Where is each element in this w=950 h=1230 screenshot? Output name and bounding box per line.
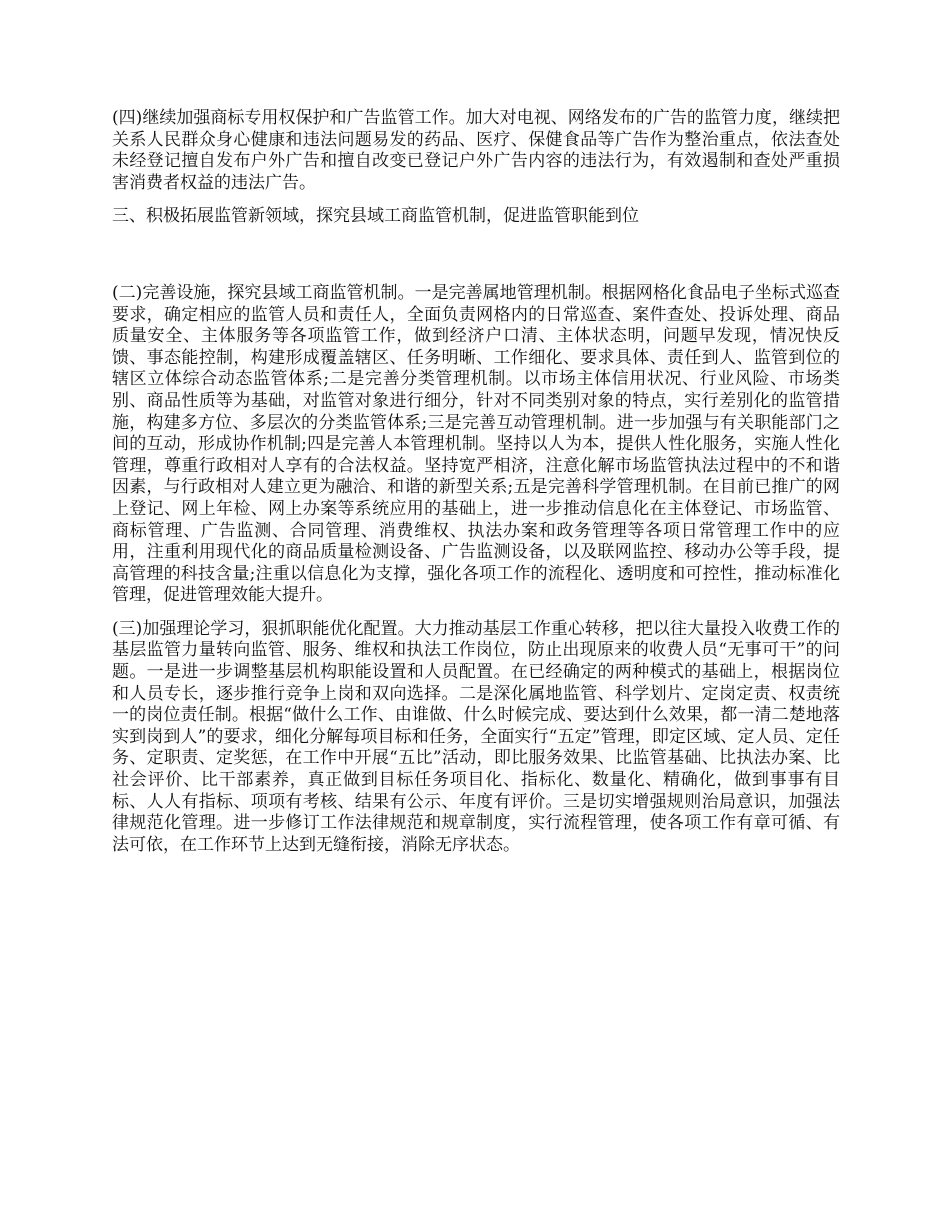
section-heading-three: 三、积极拓展监管新领域，探究县域工商监管机制，促进监管职能到位 xyxy=(112,206,639,227)
paragraph-trademark-advertising: (四)继续加强商标专用权保护和广告监管工作。加大对电视、网络发布的广告的监管力度，继续把关系人民群众身心健康和违法问题易发的药品、医疗、保健食品等广告作为整治重点，依法查处未经登记擅自发布户外广告和擅自改变已登记户外广告内容的违法行为，有效遏制和查处严重损害消费者权益的违法广告。 xyxy=(112,108,840,193)
blank-gap xyxy=(112,228,840,283)
paragraph-theory-study-optimization: (三)加强理论学习，狠抓职能优化配置。大力推动基层工作重心转移，把以往大量投入收费工作的基层监管力量转向监管、服务、维权和执法工作岗位，防止出现原来的收费人员“无事可干”的问题。一是进一步调整基层机构职能设置和人员配置。在已经确定的两种模式的基础上，根据岗位和人员专长，逐步推行竞争上岗和双向选择。二是深化属地监管、科学划片、定岗定责、权责统一的岗位责任制。根据“做什么工作、由谁做、什么时候完成、要达到什么效果，都一清二楚地落实到岗到人”的要求，细化分解每项目标和任务，全面实行“五定”管理，即定区域、定人员、定任务、定职责、定奖惩，在工作中开展“五比”活动，即比服务效果、比监管基础、比执法办案、比社会评价、比干部素养，真正做到目标任务项目化、指标化、数量化、精确化，做到事事有目标、人人有指标、项项有考核、结果有公示、年度有评价。三是切实增强规则治局意识，加强法律规范化管理。进一步修订工作法律规范和规章制度，实行流程管理，使各项工作有章可循、有法可依，在工作环节上达到无缝衔接，消除无序状态。 xyxy=(112,618,840,855)
document-page xyxy=(112,108,840,868)
paragraph-county-supervision-mechanism: (二)完善设施，探究县域工商监管机制。一是完善属地管理机制。根据网格化食品电子坐标式巡查要求，确定相应的监管人员和责任人，全面负责网格内的日常巡查、案件查处、投诉处理、商品质量安全、主体服务等各项监管工作，做到经济户口清、主体状态明，问题早发现，情况快反馈、事态能控制，构建形成覆盖辖区、任务明晰、工作细化、要求具体、责任到人、监管到位的辖区立体综合动态监管体系;二是完善分类管理机制。以市场主体信用状况、行业风险、市场类别、商品性质等为基础，对监管对象进行细分，针对不同类别对象的特点，实行差别化的监管措施，构建多方位、多层次的分类监管体系;三是完善互动管理机制。进一步加强与有关职能部门之间的互动，形成协作机制;四是完善人本管理机制。坚持以人为本，提供人性化服务，实施人性化管理，尊重行政相对人享有的合法权益。坚持宽严相济，注意化解市场监管执法过程中的不和谐因素，与行政相对人建立更为融洽、和谐的新型关系;五是完善科学管理机制。在目前已推广的网上登记、网上年检、网上办案等系统应用的基础上，进一步推动信息化在主体登记、市场监管、商标管理、广告监测、合同管理、消费维权、执法办案和政务管理等各项日常管理工作中的应用，注重利用现代化的商品质量检测设备、广告监测设备，以及联网监控、移动办公等手段，提高管理的科技含量;注重以信息化为支撑，强化各项工作的流程化、透明度和可控性，推动标准化管理，促进管理效能大提升。 xyxy=(112,282,840,606)
